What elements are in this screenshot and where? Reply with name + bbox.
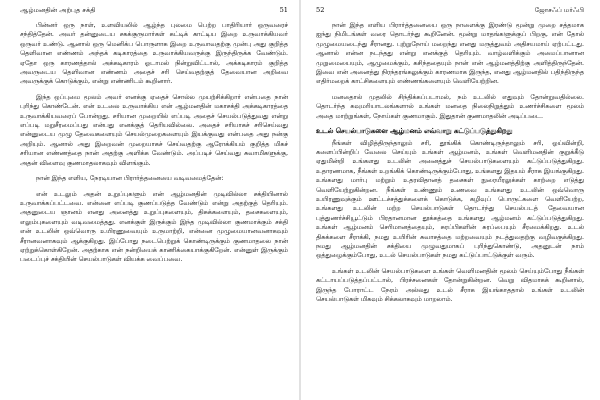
paragraph: இந்த ஒப்புமை மூலம் அவர் எனக்கு ஏதைச் சொல்ல முயற்சிக்கிறார் என்பதை நான் புரிந்து கொண்டேன். என் உடலை உருவாக்கிய என் ஆழ்மனதின் மகாசக்தி அக்கடிகாரத்தை உருவாக்கியவரைப் போன்றது. சரியான முறையில் எப்படி அதைச் செயல்படுத்துவது என்று எப்படி மறுசீரமைப்பது என்பது எனக்குத் தெரியவில்லை. அதைச் சரியாகச் சரிசெய்வது என்னுடைய முழு தேவைகளையும் செயல்முறைகளையும் இயக்குவது என்பதை அது நன்கு அறியும். ஆனால் அது இறைவன் முறையாகச் செய்வதற்கு ஆரோக்கியம் குறித்த மிகச் சரியான எண்ணத்தை நான் அதற்கு அளிக்க வேண்டும். அப்படிச் செய்வது சுவாமிகளுக்கு, அதன் விளைவு குணமாதலாகவும் விளங்கும். [20, 92, 288, 167]
paragraph: பின்னர் ஒரு நாள், உளவியலில் ஆழ்ந்த புலமை பெற்ற பாதிரியார் ஒருவரைச் சந்தித்தேன். அவர் தன்னுடைய சகக்குருமார்கள் கட்டிக் காட்டிய இறை உருவாக்கியவர் ஒருவர் உண்டு. ஆனால் ஒரு மெனிக்ப பொருளாக இறை உருவாவதற்கு முன்பு அது குறித்த தெளிவான எண்ணம் அந்தக் கடிகாரத்தை உருவாக்கியவருக்கு இருந்திருக்க வேண்டும். ஏதோ ஒரு காரணத்தால் அக்கடிகாரம் ஓடாமல் நின்றுவிட்டால், அக்கடிகாரம் குறித்த அவருடைய தெளிவான எண்ணம் அதைச் சரி செய்வதற்குத் தேவையான அறிவை அவருக்குக் கொடுக்கும், என்று எண்ணிடம் கூறினார். [20, 21, 288, 86]
right-page-header [316, 6, 584, 15]
prayer-paragraph: என் உடலும் அதன் உறுப்புகளும் என் ஆழ்மனதின் முடிவில்லா சக்தியினால் உருவாக்கப்பட்டவை. என்னை எப்படி குணப்படுத்த வேண்டும் என்று அதற்குத் தெரியும். அதனுடைய ஞானம் எனது அனைத்து உறுப்புகளையும், திசுக்களையும், தசைகளையும், எலும்புகளையும் வடிவமைத்தது. எனக்குள் இருக்கும் இந்த முடிவில்லா குணமாக்கும் சக்தி என் உடலின் ஒவ்வொரு உயிரணுவையும் உருமாற்றி, என்னை முழுமையானவனாகவும் சீரானவனாகவும் ஆக்குகிறது. இப்போது நடைபெற்றுக் கொண்டிருக்கும் குணமாதலை நான் ஏற்றுக்கொள்கிறேன். அதற்காக என் நன்றியைக் காணிக்கையாக்குகிறேன். என்னுள் இருக்கும் படைப்புச் சக்தியின் செயல்பாடுகள் வியக்க வைப்பவை. [20, 189, 288, 264]
running-title: ஜோசஃப் மர்ஃபி [534, 6, 584, 14]
left-page-header [20, 6, 288, 15]
section-heading: உடல் செயல்பாடுகளை ஆழ்மனம் எவ்வாறு கட்டுப்படுத்துகிறது [316, 127, 513, 136]
paragraph: நான் இந்த எளிய பிரார்த்தனையை ஒரு நாளைக்கு இரண்டு மூன்று முறை சத்தமாக ஐந்து நிமிடங்கள் வரை தொடர்ந்து கூறினேன். மூன்று மாதங்களுக்குப் பிறகு, என் தோல் முழுமையடைந்து சீரானது. புற்றுநோய் மறைந்து எனது மருத்துவம் அதிசயமாய் ஏற்பட்டது. ஆனால் என்ன நடந்தது என்று எனக்குத் தெரியும். வாழ்வளிக்கும் அமைப்பானான முறுமையையும், ஆழுமைக்கும், கசிந்ததையும் நான் என் ஆழ்மனத்திற்கு அளித்திருந்தேன். இவை என் அனைத்து நிரந்தரங்கலுக்கும் காரணமாக இருந்த, எனது ஆழ்மனதில் பதிந்திருந்த எதிர்மறைக் காட்சிகளையும் எண்ணங்களையும் வெளியேற்றின. [316, 21, 584, 86]
right-page [300, 0, 600, 400]
page-number: 52 [316, 6, 325, 14]
paragraph: உங்கள் உடலின் செயல்பாடுகளை உங்கள் வெளிமனதின் மூலம் செய்யும்போது நீங்கள் கட்டாயப்படுத்தப்பட்டால், பிரச்சனைகள் தோன்றுகின்றன. வெறு விதமாகக் கூறினால், இருந்த போராட்ட நேரம் அல்லது உடல் சீராக இயங்காததால் உங்கள் உடலின் செயல்பாடுகள் மிகவும் சிக்கலாகவும் மாறலாம். [316, 266, 584, 304]
paragraph: மனதைால் முதலில் சிந்திக்கப்படாமல், நம் உடலில் எதுவும் தோன்றுவதில்லை. தொடர்ந்த கவுமரியாடலங்களால் உங்கள் மனதை நிலைநிறுத்தும் உணர்ச்சிகளை மூலம் அதை மாற்றுங்கள், நோய்கள் குணமாகும். இதுதான் குணமாதலின் அடிப்படை. [316, 92, 584, 120]
running-title: ஆழ்மனதின் அற்புத சக்தி [20, 6, 96, 14]
paragraph: நான் இந்த எளிய, நேரடியான பிரார்த்தனையை வடிவமைத்தேன்: [36, 174, 224, 183]
page-number: 51 [279, 6, 288, 14]
paragraph: நீங்கள் விழித்திருந்தாலும் சரி, தூங்கிக் கொண்டிருந்தாலும் சரி, ஓய்வின்றி, களைப்பின்றிப் வேலை செய்யும் உங்கள் ஆழ்மனம், உங்கள் வெளிமனதின் குறுக்கீடு ஏதுமின்றி உங்களது உடலின் அனைத்துச் செயல்பாடுகளையும் கட்டுப்படுத்துகிறது. உதாரணமாக, நீங்கள் உறங்கிக் கொண்டிருக்கும்போது, உங்களது இதயம் சீராக இயங்குகிறது. உங்களது மார்பு மற்றும் உதரவிதானத் தசைகள் நுரையீரலுக்கள் காற்றை எடுத்து வெளியேற்றுகின்றன. நீங்கள் உண்ணும் உணவை உங்களது உடலின் ஒவ்வொரு உயிரணுவுக்கும் ஊட்டச்சத்துக்களைக் கொடுக்க, கழிவுப் பொருட்களை வெளியேற்ற, உங்களது உடலின் மற்ற செயல்பாடுகள் தொடர்ந்து செயல்படத் தேவையான புத்துணர்ச்சியூட்டும் பிரதானமான தூக்கத்தை உங்களது ஆழ்மனம் கட்டுப்படுத்துகிறது. உங்கள் ஆழ்மனம் செரிமானத்தையும், சுரப்பிகளின் சுரப்பையும் சீரமைக்கிறது. உடல் திசுக்களை சீராக்கி, நமது உயிரின் சுவாசத்தை மற்றவையும் நடத்துவதற்கு வழிவகுக்கிறது. நமது ஆழ்மனதின் சக்தியை முழுவதுமாகப் புரிந்துகொண்டு, அதனுடன் நாம் ஒத்துழைக்கும்போது, உடல் செயல்பாடுகள் நமது கட்டுப்பாட்டுக்குள் வரும். [316, 138, 584, 260]
